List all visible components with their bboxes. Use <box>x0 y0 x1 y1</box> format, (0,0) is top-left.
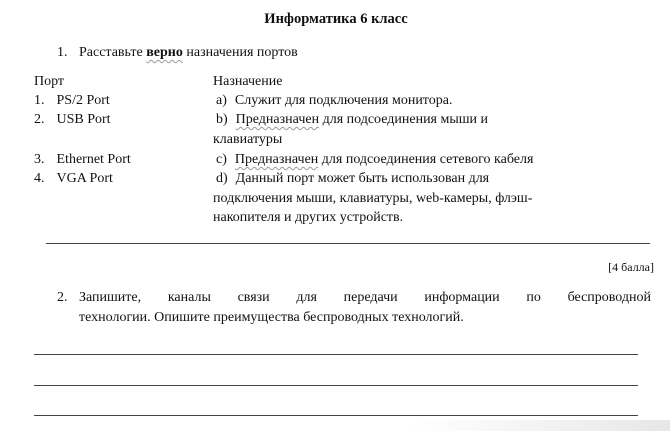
purpose-c <box>216 151 533 169</box>
port-row <box>34 111 111 129</box>
answer-line[interactable] <box>34 415 638 416</box>
port-number: 1. <box>34 93 45 108</box>
answer-line[interactable] <box>34 354 638 355</box>
question-text-start: Расставьте <box>79 45 147 60</box>
scan-shadow <box>410 420 670 431</box>
column-header-port: Порт <box>34 74 65 89</box>
purpose-d <box>216 170 489 188</box>
answer-line[interactable] <box>34 385 638 386</box>
port-name: USB Port <box>56 112 111 127</box>
question-1 <box>57 44 298 62</box>
port-number: 2. <box>34 112 45 127</box>
purpose-text: Предназначен <box>235 112 320 127</box>
port-number: 4. <box>34 171 45 186</box>
purpose-b <box>216 111 488 129</box>
points-label: [4 балла] <box>608 260 654 274</box>
port-name: VGA Port <box>56 171 113 186</box>
port-number: 3. <box>34 152 45 167</box>
purpose-text: для подсоединения сетевого кабеля <box>318 152 534 167</box>
purpose-letter: c) <box>216 152 227 167</box>
question-2-number: 2. <box>57 290 68 305</box>
question-2-text-line2: технологии. Опишите преимущества беспроводных технологий. <box>79 310 464 325</box>
port-row <box>34 92 110 110</box>
purpose-d-continuation: подключения мыши, клавиатуры, web-камеры, флэш- <box>213 191 533 206</box>
purpose-text: для подсоединения мыши и <box>319 112 489 127</box>
purpose-b-continuation: клавиатуры <box>213 132 283 147</box>
purpose-text: Данный порт может быть использован для <box>235 171 490 186</box>
port-name: PS/2 Port <box>56 93 110 108</box>
answer-line <box>46 243 650 244</box>
question-text-end: назначения портов <box>182 45 298 60</box>
question-2-text-line1: Запишите, каналы связи для передачи информации по беспроводной <box>79 290 651 305</box>
question-text-bold: верно <box>146 45 183 60</box>
purpose-letter: d) <box>216 171 228 186</box>
port-name: Ethernet Port <box>56 152 131 167</box>
purpose-d-continuation: накопителя и других устройств. <box>213 210 404 225</box>
purpose-text: Служит для подключения монитора. <box>234 93 453 108</box>
purpose-text: Предназначен <box>234 152 319 167</box>
purpose-letter: a) <box>216 93 227 108</box>
page-title: Информатика 6 класс <box>264 11 408 27</box>
purpose-a <box>216 92 452 110</box>
port-row <box>34 170 113 188</box>
port-row <box>34 151 131 169</box>
purpose-letter: b) <box>216 112 228 127</box>
question-number: 1. <box>57 45 68 60</box>
column-header-purpose: Назначение <box>213 74 283 89</box>
